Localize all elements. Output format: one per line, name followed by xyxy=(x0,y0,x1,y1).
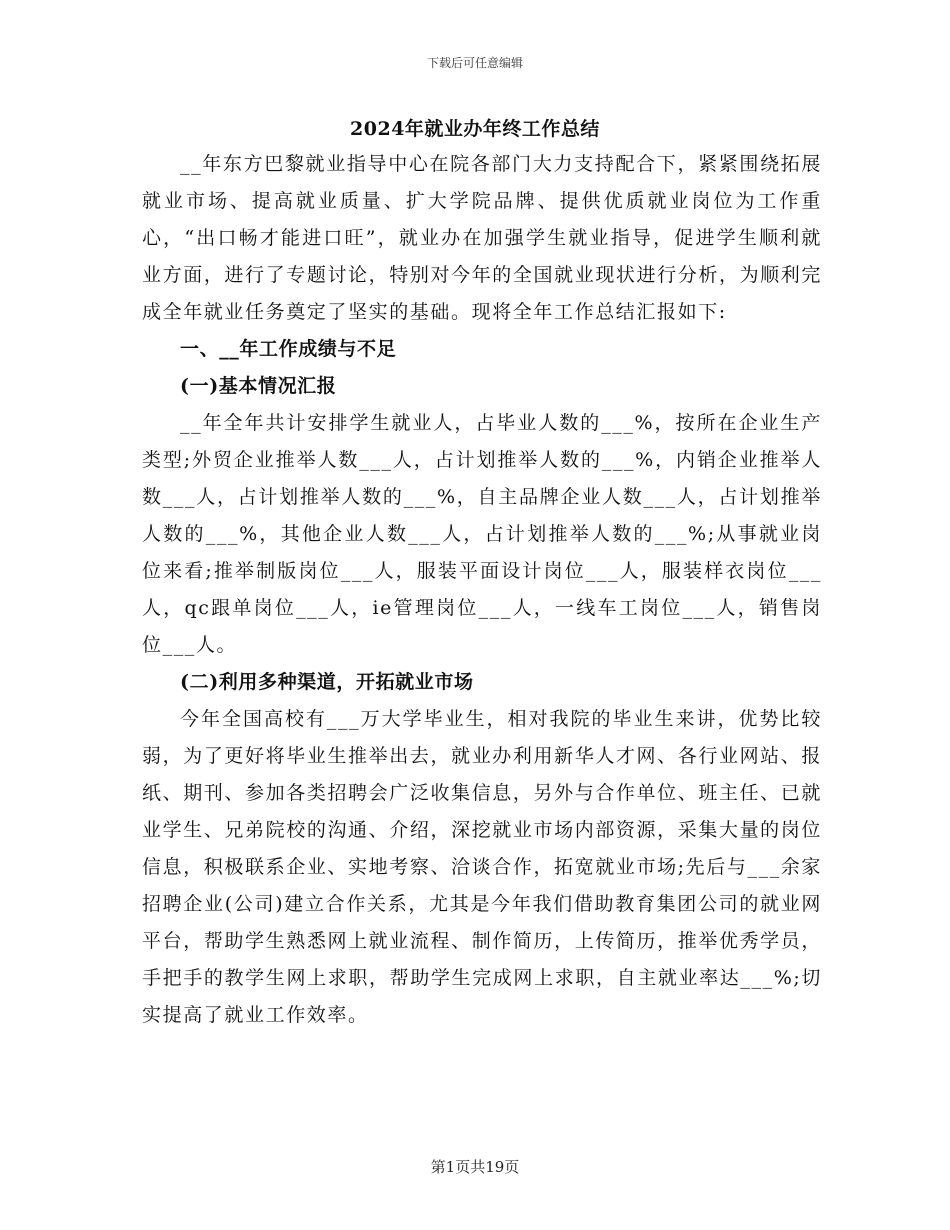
document-title: 2024年就业办年终工作总结 xyxy=(350,118,600,140)
header-note: 下载后可任意编辑 xyxy=(426,56,523,70)
intro-paragraph: __年东方巴黎就业指导中心在院各部门大力支持配合下，紧紧围绕拓展就业市场、提高就业质量、扩大学院品牌、提供优质就业岗位为工作重心，“出口畅才能进口旺”，就业办在加强学生就业指导，促进学生顺利就业方面，进行了专题讨论，特别对今年的全国就业现状进行分析，为顺利完成全年就业任务奠定了坚实的基础。现将全年工作总结汇报如下: xyxy=(142,153,822,323)
document-body xyxy=(142,146,822,1034)
section-heading-1: 一、__年工作成绩与不足 xyxy=(180,338,397,360)
subsection-paragraph-2: 今年全国高校有___万大学毕业生，相对我院的毕业生来讲，优势比较弱，为了更好将毕业生推举出去，就业办利用新华人才网、各行业网站、报纸、期刊、参加各类招聘会广泛收集信息，另外与合作单位、班主任、已就业学生、兄弟院校的沟通、介绍，深挖就业市场内部资源，采集大量的岗位信息，积极联系企业、实地考察、洽谈合作，拓宽就业市场;先后与___余家招聘企业(公司)建立合作关系，尤其是今年我们借助教育集团公司的就业网平台，帮助学生熟悉网上就业流程、制作简历，上传简历，推举优秀学员，手把手的教学生网上求职，帮助学生完成网上求职，自主就业率达___%;切实提高了就业工作效率。 xyxy=(142,708,822,1026)
page-number: 第1页共19页 xyxy=(430,1158,520,1176)
subsection-heading-1: (一)基本情况汇报 xyxy=(180,375,337,397)
subsection-heading-2: (二)利用多种渠道，开拓就业市场 xyxy=(180,671,474,693)
subsection-paragraph-1: __年全年共计安排学生就业人，占毕业人数的___%，按所在企业生产类型;外贸企业推举人数___人，占计划推举人数的___%，内销企业推举人数___人，占计划推举人数的___%，自主品牌企业人数___人，占计划推举人数的___%，其他企业人数___人，占计划推举人数的___%;从事就业岗位来看;推举制版岗位___人，服装平面设计岗位___人，服装样衣岗位___人，qc跟单岗位___人，ie管理岗位___人，一线车工岗位___人，销售岗位___人。 xyxy=(142,412,822,656)
